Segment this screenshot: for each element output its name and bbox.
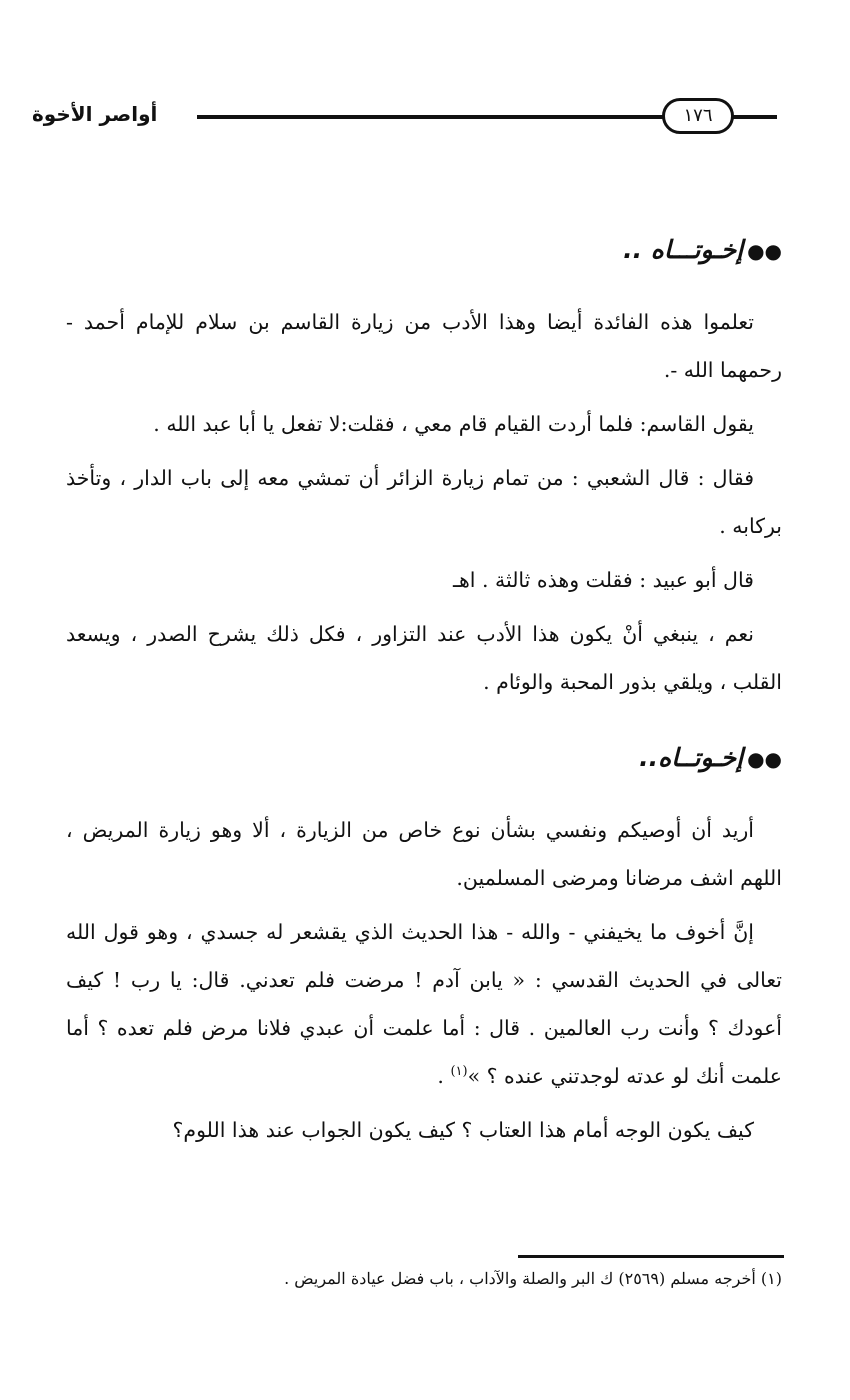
paragraph: فقال : قال الشعبي : من تمام زيارة الزائر أن تمشي معه إلى باب الدار ، وتأخذ بركابه . (66, 466, 782, 538)
bullet-icon: ●● (747, 747, 782, 771)
paragraph: قال أبو عبيد : فقلت وهذه ثالثة . اهـ (452, 568, 754, 592)
page-header (32, 96, 777, 140)
section-title-text: إخـوتـــاه .. (623, 235, 744, 264)
footnote-reference[interactable]: (١) (450, 1064, 468, 1080)
paragraph: نعم ، ينبغي أنْ يكون هذا الأدب عند التزاور ، فكل ذلك يشرح الصدر ، ويسعد القلب ، ويلقي بذور المحبة والوئام . (66, 622, 782, 694)
footnote-divider (518, 1255, 784, 1258)
section-title-text: إخـوتــاه.. (639, 743, 744, 772)
page-number: ١٧٦ (662, 98, 734, 134)
page-body (66, 200, 782, 1154)
paragraph: يقول القاسم: فلما أردت القيام قام معي ، فقلت:لا تفعل يا أبا عبد الله . (153, 412, 754, 436)
paragraph: كيف يكون الوجه أمام هذا العتاب ؟ كيف يكون الجواب عند هذا اللوم؟ (172, 1118, 754, 1142)
section-title (66, 730, 782, 786)
running-title: أواصر الأخوة (32, 102, 158, 126)
bullet-icon: ●● (747, 239, 782, 263)
footnote: (١) أخرجه مسلم (٢٥٦٩) ك البر والصلة والآداب ، باب فضل عيادة المريض . (284, 1269, 782, 1288)
paragraph: إنَّ أخوف ما يخيفني - والله - هذا الحديث الذي يقشعر له جسدي ، وهو قول الله تعالى في الحديث القدسي : « يابن آدم ! مرضت فلم تعدني. قال: يا رب ! كيف أعودك ؟ وأنت رب العالمين . قال : أما علمت أن عبدي فلانا مرض فلم تعده ؟ أما علمت أنك لو عدته لوجدتني عنده ؟ »$^{(١)}$ . (66, 920, 782, 1088)
section-title (66, 222, 782, 278)
hadith-text: إنَّ أخوف ما يخيفني - والله - هذا الحديث الذي يقشعر له جسدي ، وهو قول الله تعالى في الحديث القدسي : « يابن آدم ! مرضت فلم تعدني. قال: يا رب ! كيف أعودك ؟ وأنت رب العالمين . قال : أما علمت أن عبدي فلانا مرض فلم تعده ؟ أما علمت أنك لو عدته لوجدتني عنده ؟ » (66, 920, 782, 1088)
paragraph: تعلموا هذه الفائدة أيضا وهذا الأدب من زيارة القاسم بن سلام للإمام أحمد - رحمهما الله -. (66, 310, 782, 382)
paragraph: أريد أن أوصيكم ونفسي بشأن نوع خاص من الزيارة ، ألا وهو زيارة المريض ، اللهم اشف مرضانا ومرضى المسلمين. (66, 818, 782, 890)
